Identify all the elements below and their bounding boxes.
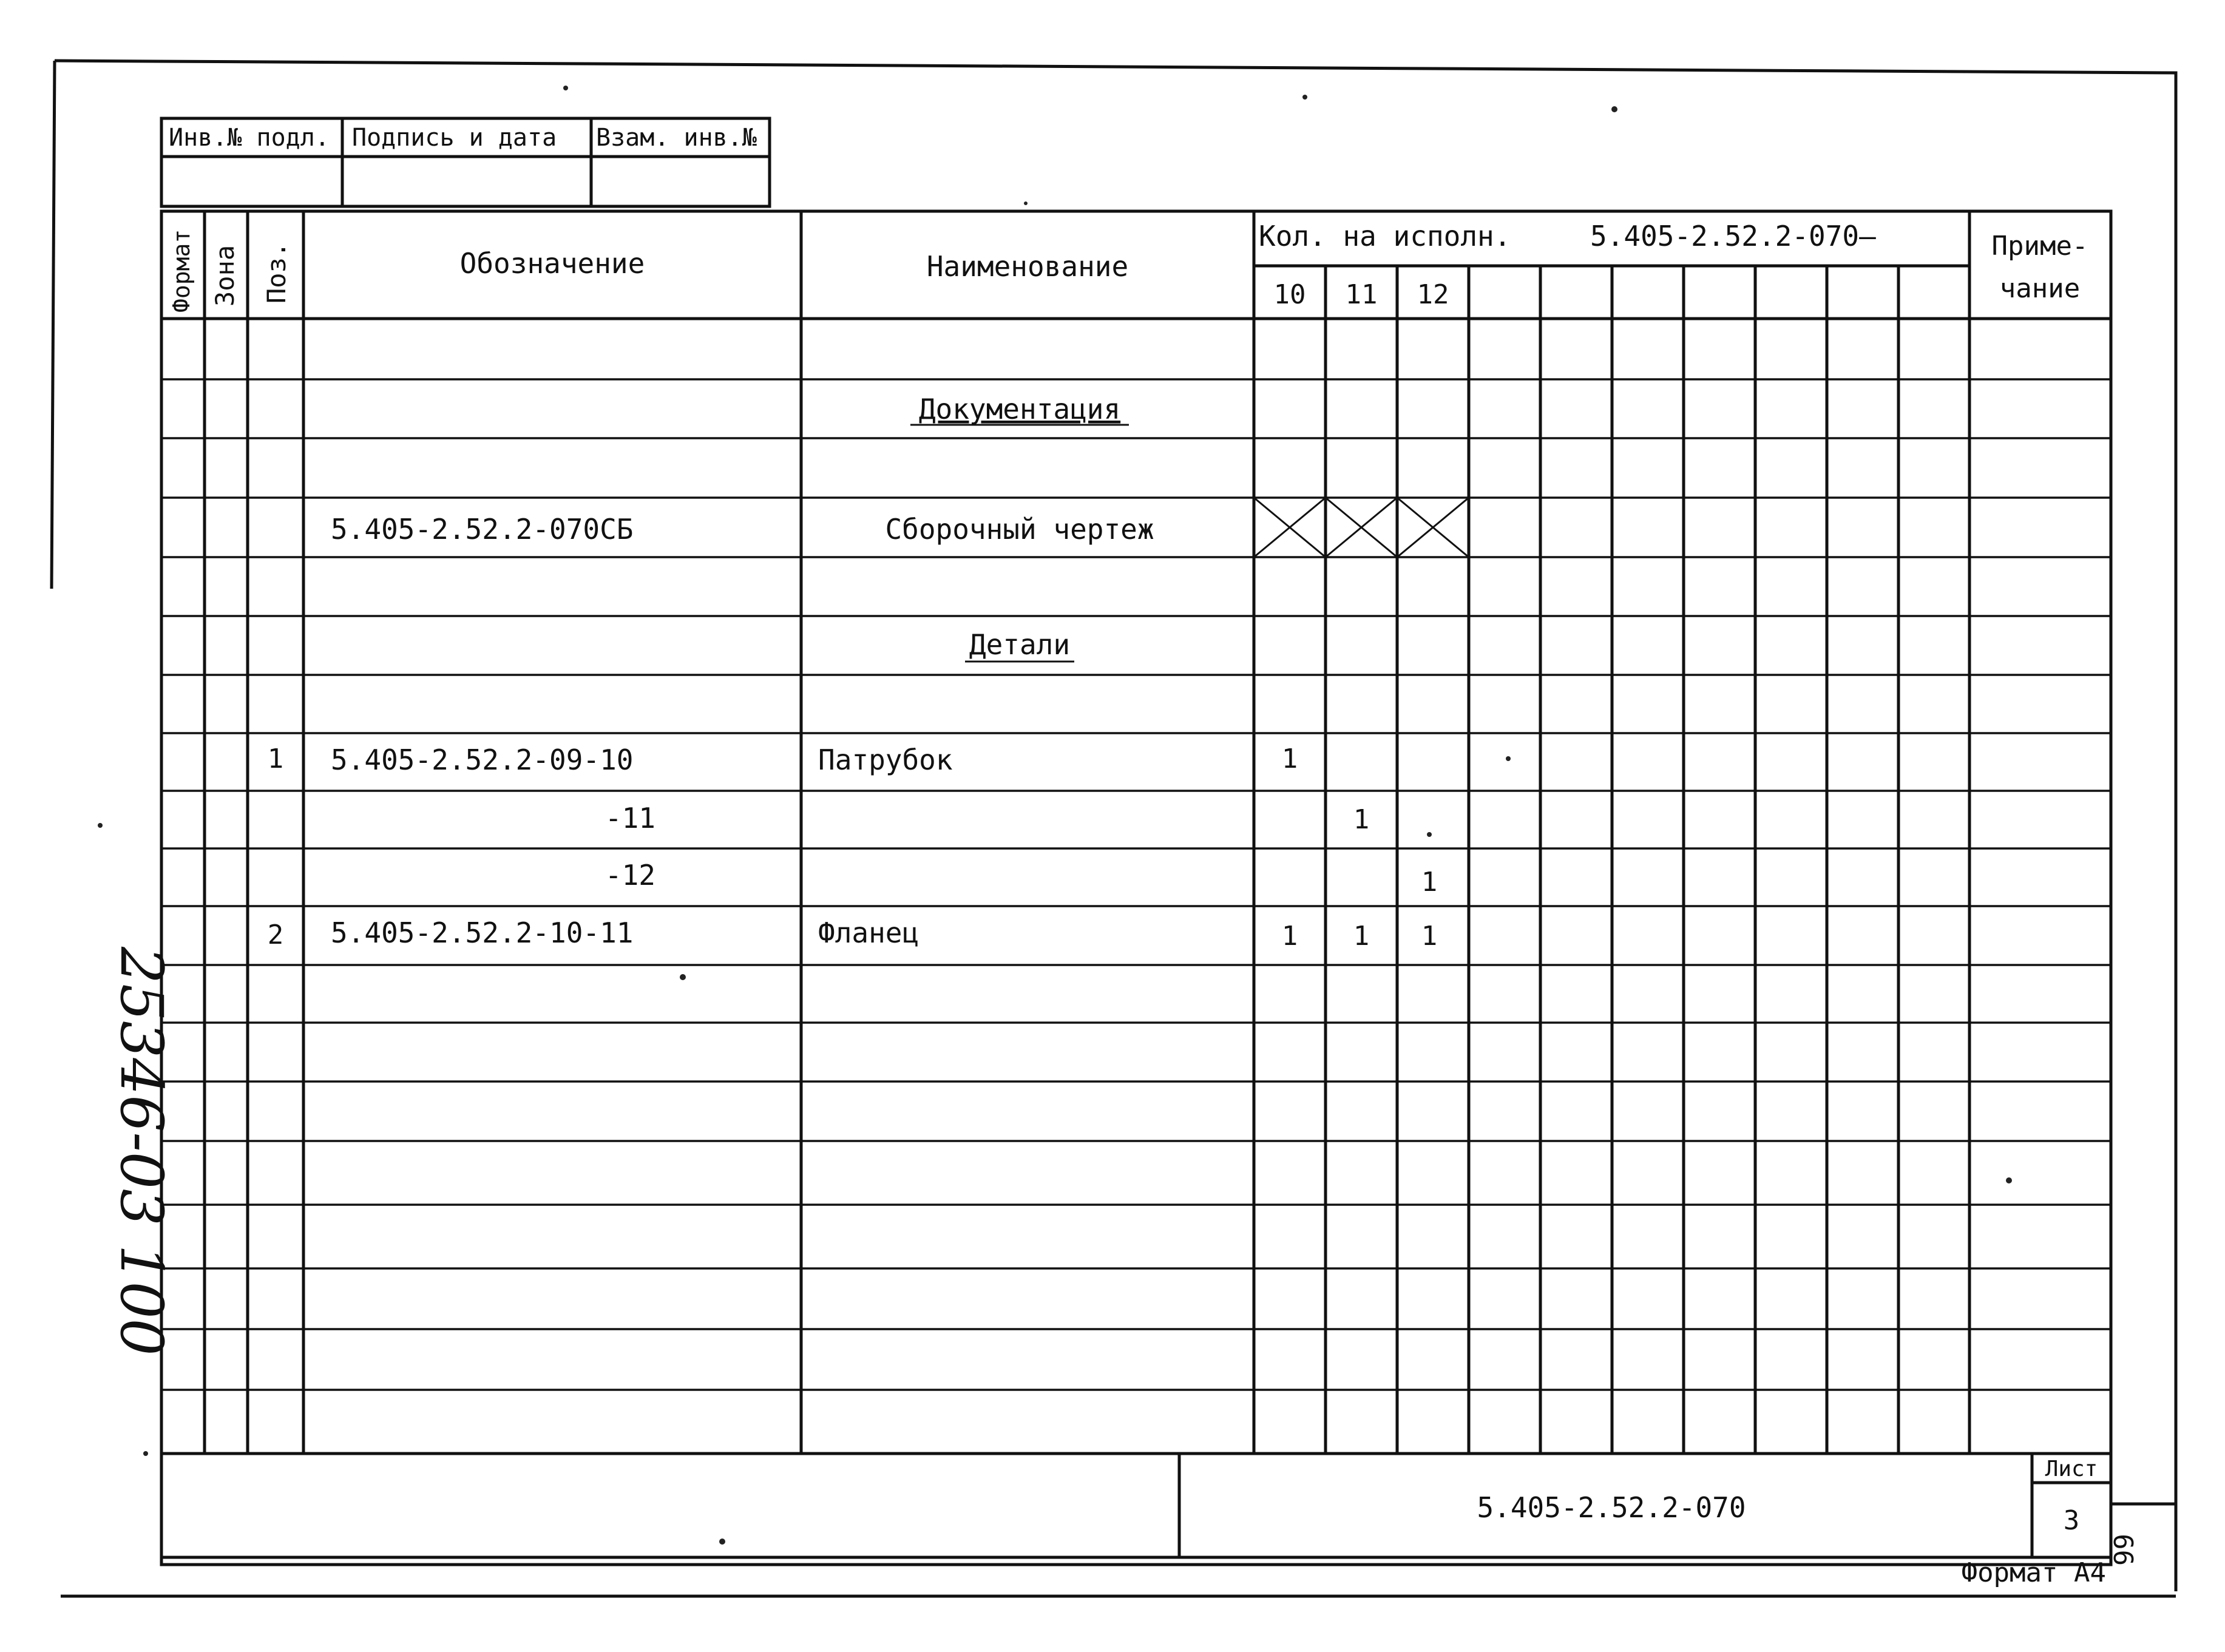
stamp-inv-podl: Инв.№ подл. xyxy=(169,124,330,152)
item-q10: 1 xyxy=(1281,743,1298,774)
item-designation: -12 xyxy=(605,859,655,892)
header-oboznachenie: Обозначение xyxy=(459,247,645,280)
item-name: Фланец xyxy=(818,916,919,949)
item-q11: 1 xyxy=(1353,921,1370,952)
header-primechanie-2: чание xyxy=(1999,273,2081,304)
stamp-podpis-data: Подпись и дата xyxy=(352,124,557,152)
header-format: Формат xyxy=(168,229,195,313)
crossed-cells xyxy=(1254,498,1469,557)
item-poz: 2 xyxy=(267,919,284,950)
header-exec-11: 11 xyxy=(1345,279,1378,310)
item-q10: 1 xyxy=(1281,921,1298,952)
item-poz: 1 xyxy=(267,743,284,774)
header-naimenovanie: Наименование xyxy=(926,250,1129,283)
header-exec-12: 12 xyxy=(1417,279,1449,310)
scan-specks xyxy=(98,86,2012,1545)
stamp-vzam-inv: Взам. инв.№ xyxy=(596,124,757,152)
header-zona: Зона xyxy=(210,245,240,306)
handwritten-code: 25346-03 100 xyxy=(107,947,175,1356)
header-kol-code: 5.405-2.52.2-070– xyxy=(1590,220,1876,252)
item-designation: 5.405-2.52.2-10-11 xyxy=(331,916,634,949)
format-label: Формат А4 xyxy=(1961,1557,2106,1588)
page-number: 99 xyxy=(2109,1534,2140,1566)
table-row xyxy=(268,916,1438,952)
section-docs: Документация xyxy=(918,393,1121,425)
item-designation: -11 xyxy=(605,802,655,834)
document-code: 5.405-2.52.2-070 xyxy=(1477,1491,1746,1524)
item-designation: 5.405-2.52.2-09-10 xyxy=(331,743,634,776)
header-kol-label: Кол. на исполн. xyxy=(1259,220,1511,252)
header-poz: Поз. xyxy=(262,242,291,303)
item-name: Патрубок xyxy=(818,743,953,776)
sb-name: Сборочный чертеж xyxy=(885,513,1154,546)
table-row xyxy=(605,859,1437,898)
sheet-label: Лист xyxy=(2045,1457,2098,1481)
header-primechanie-1: Приме- xyxy=(1991,231,2088,262)
item-q12: 1 xyxy=(1421,921,1438,952)
table-row xyxy=(268,743,1298,776)
section-details: Детали xyxy=(969,628,1071,661)
item-q11: 1 xyxy=(1353,804,1370,835)
sheet-number: 3 xyxy=(2063,1505,2080,1536)
sb-designation: 5.405-2.52.2-070СБ xyxy=(331,513,634,546)
header-exec-10: 10 xyxy=(1273,279,1306,310)
item-q12: 1 xyxy=(1421,867,1438,898)
